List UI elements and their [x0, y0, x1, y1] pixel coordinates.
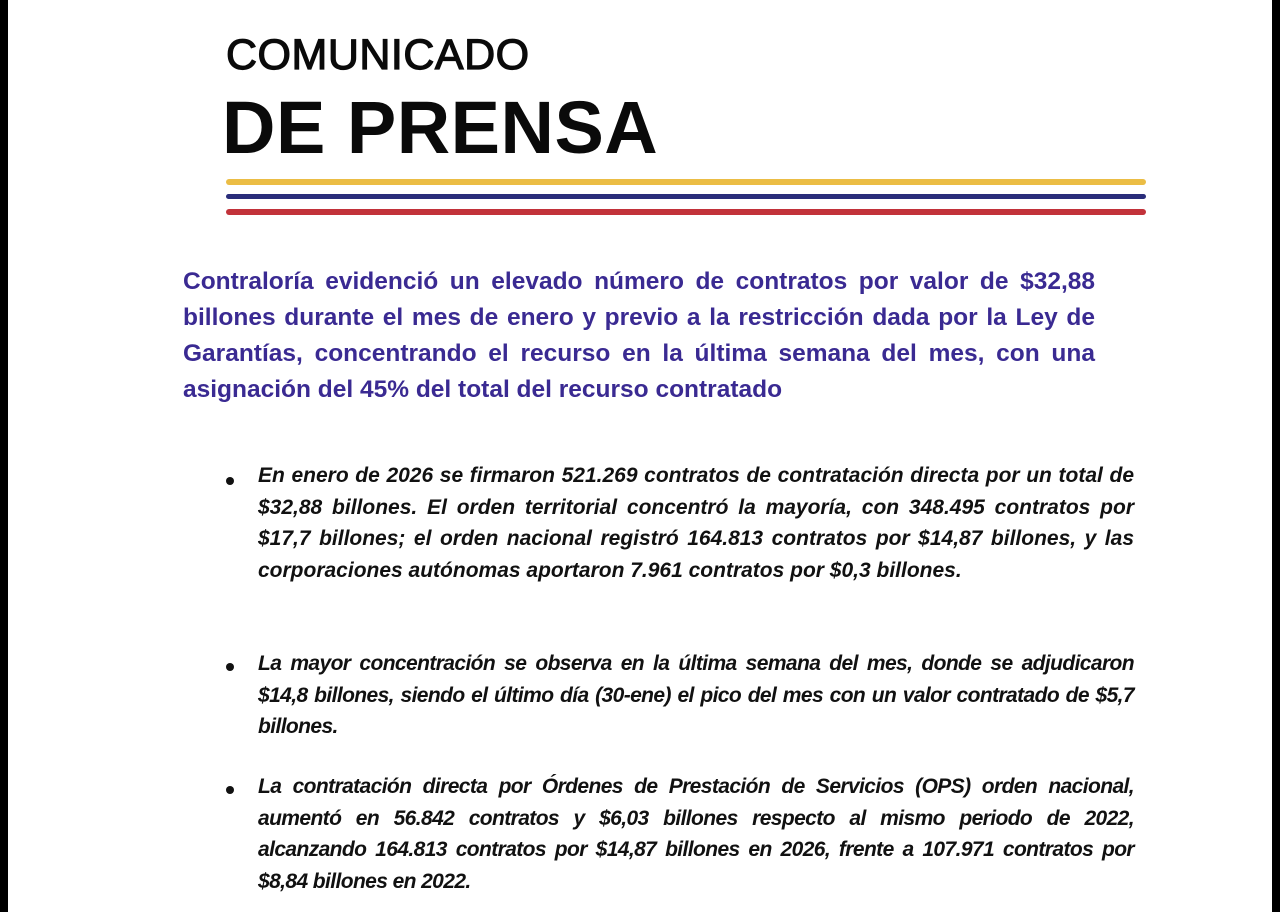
- list-item: [220, 771, 1134, 897]
- list-item: [220, 460, 1134, 586]
- yellow-stripe-divider: [226, 179, 1146, 185]
- bullet-dot-icon: [226, 786, 234, 794]
- title-comunicado: COMUNICADO: [226, 31, 530, 79]
- list-item: [220, 648, 1134, 743]
- red-stripe-divider: [226, 209, 1146, 215]
- blue-stripe-divider: [226, 194, 1146, 199]
- left-frame-border: [0, 0, 8, 912]
- press-headline: Contraloría evidenció un elevado número de contratos por valor de $32,88 billones durante el mes de enero y previo a la restricción dada por la Ley de Garantías, concentrando el recurso en la última semana del mes, con una asignación del 45% del total del recurso contratado: [183, 268, 1095, 403]
- bullet-dot-icon: [226, 663, 234, 671]
- right-frame-border: [1272, 0, 1280, 912]
- bullet-dot-icon: [226, 477, 234, 485]
- title-de-prensa: DE PRENSA: [222, 86, 659, 169]
- bullet-text: En enero de 2026 se firmaron 521.269 contratos de contratación directa por un total de $32,88 billones. El orden territorial concentró la mayoría, con 348.495 contratos por $17,7 billones; el orden nacional registró 164.813 contratos por $14,87 billones, y las corporaciones autónomas aportaron 7.961 contratos por $0,3 billones.: [258, 464, 1134, 582]
- bullet-text: La contratación directa por Órdenes de Prestación de Servicios (OPS) orden nacional, aumentó en 56.842 contratos y $6,03 billones respecto al mismo periodo de 2022, alcanzando 164.813 contratos por $14,87 billones en 2026, frente a 107.971 contratos por $8,84 billones en 2022.: [258, 775, 1134, 893]
- bullet-text: La mayor concentración se observa en la última semana del mes, donde se adjudicaron $14,8 billones, siendo el último día (30-ene) el pico del mes con un valor contratado de $5,7 billones.: [258, 652, 1134, 738]
